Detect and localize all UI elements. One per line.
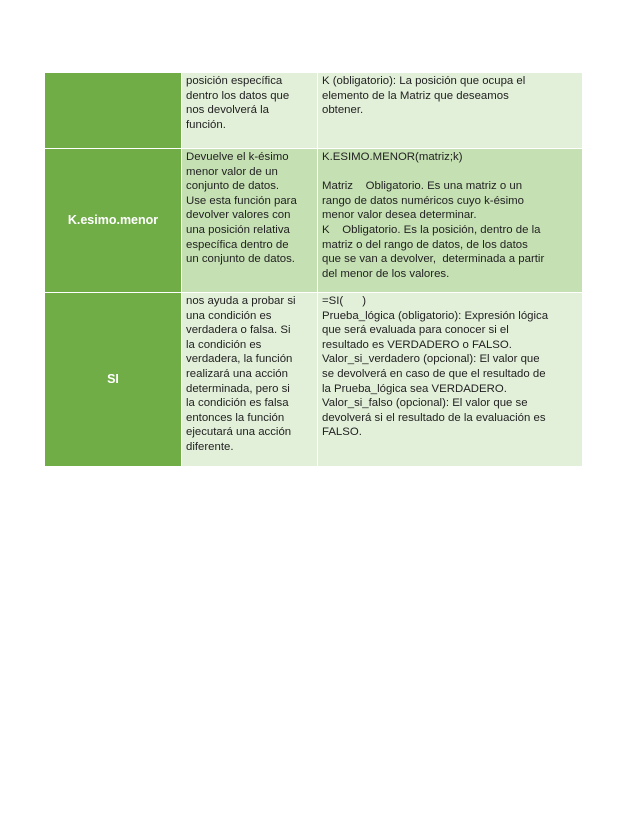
- description-line: entonces la función: [186, 411, 285, 424]
- syntax-line: del menor de los valores.: [322, 267, 450, 280]
- description-line: la condición es falsa: [186, 397, 289, 410]
- syntax-line: obtener.: [322, 104, 364, 117]
- syntax-line: matriz o del rango de datos, de los datos: [322, 238, 528, 251]
- description-line: Use esta función para: [186, 194, 297, 207]
- function-name-cell: K.esimo.menor: [45, 149, 182, 293]
- syntax-line: rango de datos numéricos cuyo k-ésimo: [322, 194, 524, 207]
- description-cell: [182, 293, 318, 467]
- function-name-cell: [45, 73, 182, 149]
- syntax-line: se devolverá en caso de que el resultado de: [322, 367, 546, 380]
- blank-line: [322, 165, 578, 180]
- description-line: una posición relativa: [186, 223, 290, 236]
- function-name-cell: SI: [45, 293, 182, 467]
- description-line: específica dentro de: [186, 238, 289, 251]
- description-line: conjunto de datos.: [186, 180, 280, 193]
- syntax-line: Valor_si_falso (opcional): El valor que se: [322, 397, 528, 410]
- table-row: [45, 73, 583, 149]
- description-line: menor valor de un: [186, 165, 278, 178]
- description-line: diferente.: [186, 440, 234, 453]
- syntax-line: la Prueba_lógica sea VERDADERO.: [322, 382, 507, 395]
- syntax-line: =SI( ): [322, 295, 366, 307]
- description-line: determinada, pero si: [186, 382, 290, 395]
- syntax-line: que se van a devolver, determinada a partir: [322, 253, 545, 266]
- description-line: devolver valores con: [186, 209, 291, 222]
- syntax-line: menor valor desea determinar.: [322, 209, 477, 222]
- syntax-line: Matriz Obligatorio. Es una matriz o un: [322, 180, 523, 193]
- functions-table: [44, 72, 583, 467]
- description-cell: [182, 149, 318, 293]
- syntax-line: devolverá si el resultado de la evaluación es: [322, 411, 546, 424]
- syntax-line: FALSO.: [322, 426, 362, 439]
- syntax-line: que será evaluada para conocer si el: [322, 324, 509, 337]
- description-line: ejecutará una acción: [186, 426, 292, 439]
- description-line: dentro los datos que: [186, 89, 290, 102]
- description-line: posición específica: [186, 75, 283, 87]
- description-line: la condición es: [186, 338, 262, 351]
- table-row: [45, 293, 583, 467]
- syntax-line: K.ESIMO.MENOR(matriz;k): [322, 151, 463, 163]
- description-line: un conjunto de datos.: [186, 253, 295, 266]
- syntax-line: resultado es VERDADERO o FALSO.: [322, 338, 512, 351]
- syntax-line: Valor_si_verdadero (opcional): El valor que: [322, 353, 540, 366]
- syntax-line: K Obligatorio. Es la posición, dentro de la: [322, 223, 541, 236]
- description-line: verdadera, la función: [186, 353, 293, 366]
- description-line: realizará una acción: [186, 367, 288, 380]
- description-line: verdadera o falsa. Si: [186, 324, 291, 337]
- syntax-line: Prueba_lógica (obligatorio): Expresión lógica: [322, 309, 549, 322]
- syntax-line: elemento de la Matriz que deseamos: [322, 89, 509, 102]
- syntax-cell: [318, 149, 583, 293]
- description-line: función.: [186, 118, 226, 131]
- table-row: [45, 149, 583, 293]
- description-line: Devuelve el k-ésimo: [186, 151, 289, 163]
- syntax-cell: [318, 293, 583, 467]
- description-cell: [182, 73, 318, 149]
- syntax-cell: [318, 73, 583, 149]
- syntax-line: K (obligatorio): La posición que ocupa el: [322, 75, 526, 87]
- description-line: nos devolverá la: [186, 104, 269, 117]
- description-line: una condición es: [186, 309, 272, 322]
- description-line: nos ayuda a probar si: [186, 295, 296, 307]
